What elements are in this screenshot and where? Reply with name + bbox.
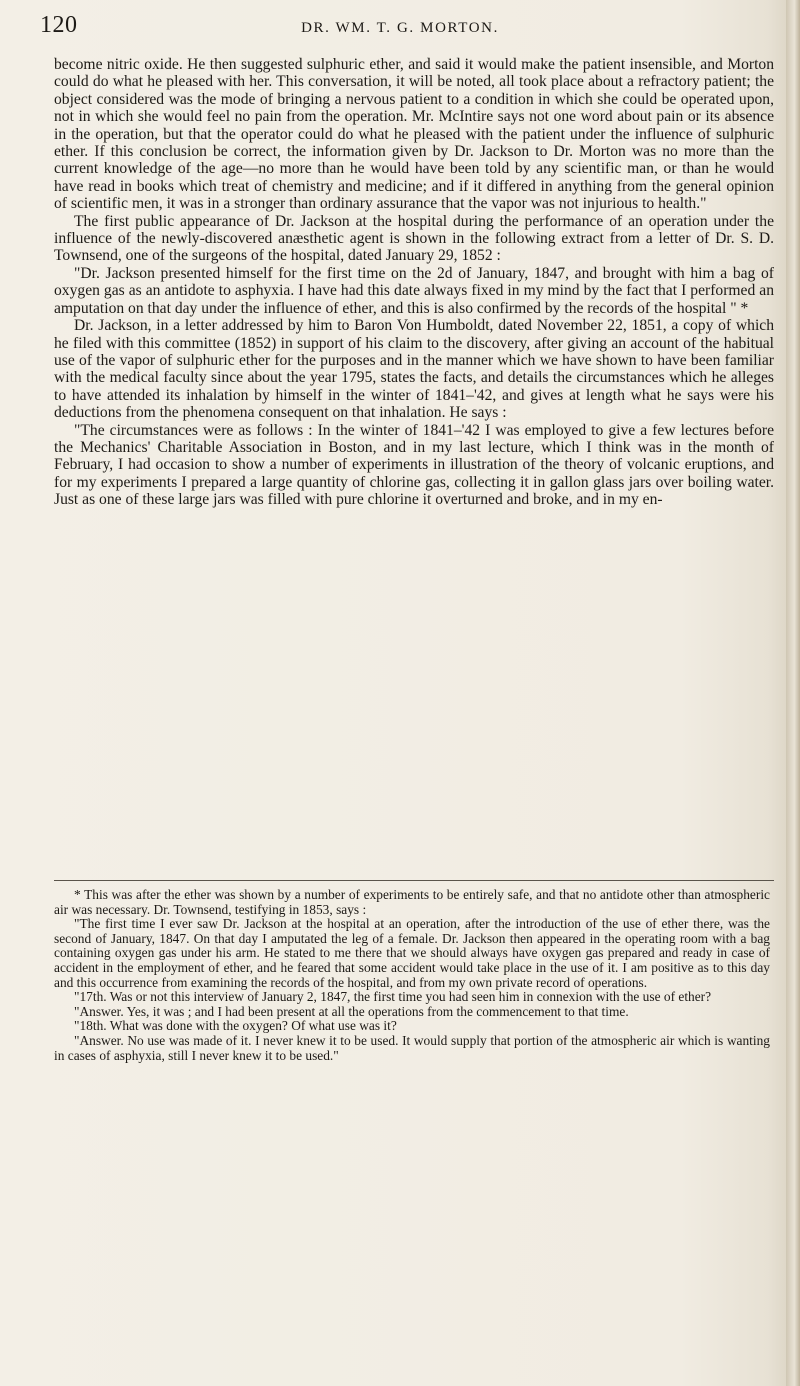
footnotes <box>54 888 770 1063</box>
running-head: DR. WM. T. G. MORTON. <box>301 20 499 36</box>
footnote-answer-17: "Answer. Yes, it was ; and I had been present at all the operations from the commencement to that time. <box>74 1003 629 1019</box>
footnote-answer-18: "Answer. No use was made of it. I never knew it to be used. It would supply that portion of the atmospheric air which is wanting in cases of asphyxia, still I never knew it to be used." <box>54 1032 770 1063</box>
footnote-question-18: "18th. What was done with the oxygen? Of what use was it? <box>74 1018 397 1034</box>
paragraph-continued: become nitric oxide. He then suggested sulphuric ether, and said it would make the patient insensible, and Morton could do what he pleased with her. This conversation, it will be noted, all took place about a refractory patient; the object considered was the mode of bringing a nervous patient to a condition in which she could be operated upon, not in which she would feel no pain from the operation. Mr. McIntire says not one word about pain or its absence in the operation, but that the operator could do what he pleased with the patient under the influence of sulphuric ether. If this conclusion be correct, the information given by Dr. Jackson to Dr. Morton was no more than the current knowledge of the age—no more than he would have been told by any scientific man, or than he would have read in books which treat of chemistry and medicine; and if it differed in anything from the general opinion of scientific men, it was in a stronger than ordinary assurance that the vapor was not injurious to health." <box>54 56 774 213</box>
paragraph-humboldt-letter: Dr. Jackson, in a letter addressed by him to Baron Von Humboldt, dated November 22, 1851, a copy of which he filed with this committee (1852) in support of his claim to the discovery, after giving an account of the habitual use of the vapor of sulphuric ether for the purposes and in the manner which we have shown to have been familiar with the medical faculty since about the year 1795, states the facts, and details the circumstances which he alleges to have attended its inhalation by himself in the winter of 1841–'42, and gives at length what he says were his deductions from the phenomena consequent on that inhalation. He says : <box>54 317 774 422</box>
footnote-testimony: "The first time I ever saw Dr. Jackson at the hospital at an operation, after the introduction of the use of ether there, was the second of January, 1847. On that day I amputated the leg of a female. Dr. Jackson then appeared in the operating room with a bag containing oxygen gas under his arm. He stated to me there that we should always have oxygen gas prepared and ready in case of accident in the employment of ether, and he feared that some accident would take place in the use of it. I am positive as to this day and this occurrence from examining the records of the hospital, and from my own private record of operations. <box>54 916 770 990</box>
quotation-circumstances: "The circumstances were as follows : In the winter of 1841–'42 I was employed to give a few lectures before the Mechanics' Charitable Association in Boston, and in my last lecture, which I think was in the month of February, I had occasion to show a number of experiments in illustration of the theory of volcanic eruptions, and for my experiments I prepared a large quantity of chlorine gas, collecting it in gallon glass jars over boiling water. Just as one of these large jars was filled with pure chlorine it overturned and broke, and in my en- <box>54 421 774 509</box>
facing-page-edge <box>786 0 800 1386</box>
quotation-townsend: "Dr. Jackson presented himself for the first time on the 2d of January, 1847, and brought with him a bag of oxygen gas as an antidote to asphyxia. I have had this date always fixed in my mind by the fact that I performed an amputation on that day under the influence of ether, and this is also confirmed by the records of the hospital " * <box>54 264 774 317</box>
paragraph-public-appearance: The first public appearance of Dr. Jackson at the hospital during the performance of an operation under the influence of the newly-discovered anæsthetic agent is shown in the following extract from a letter of Dr. S. D. Townsend, one of the surgeons of the hospital, dated January 29, 1852 : <box>54 212 774 265</box>
page-header <box>40 12 760 48</box>
footnote-question-17: "17th. Was or not this interview of January 2, 1847, the first time you had seen him in connexion with the use of ether? <box>74 989 712 1005</box>
footnote-divider <box>54 880 774 881</box>
page-number: 120 <box>40 12 78 38</box>
body-text <box>54 56 774 509</box>
footnote-intro: * This was after the ether was shown by a number of experiments to be entirely safe, and that no antidote other than atmospheric air was necessary. Dr. Townsend, testifying in 1853, says : <box>54 887 770 917</box>
